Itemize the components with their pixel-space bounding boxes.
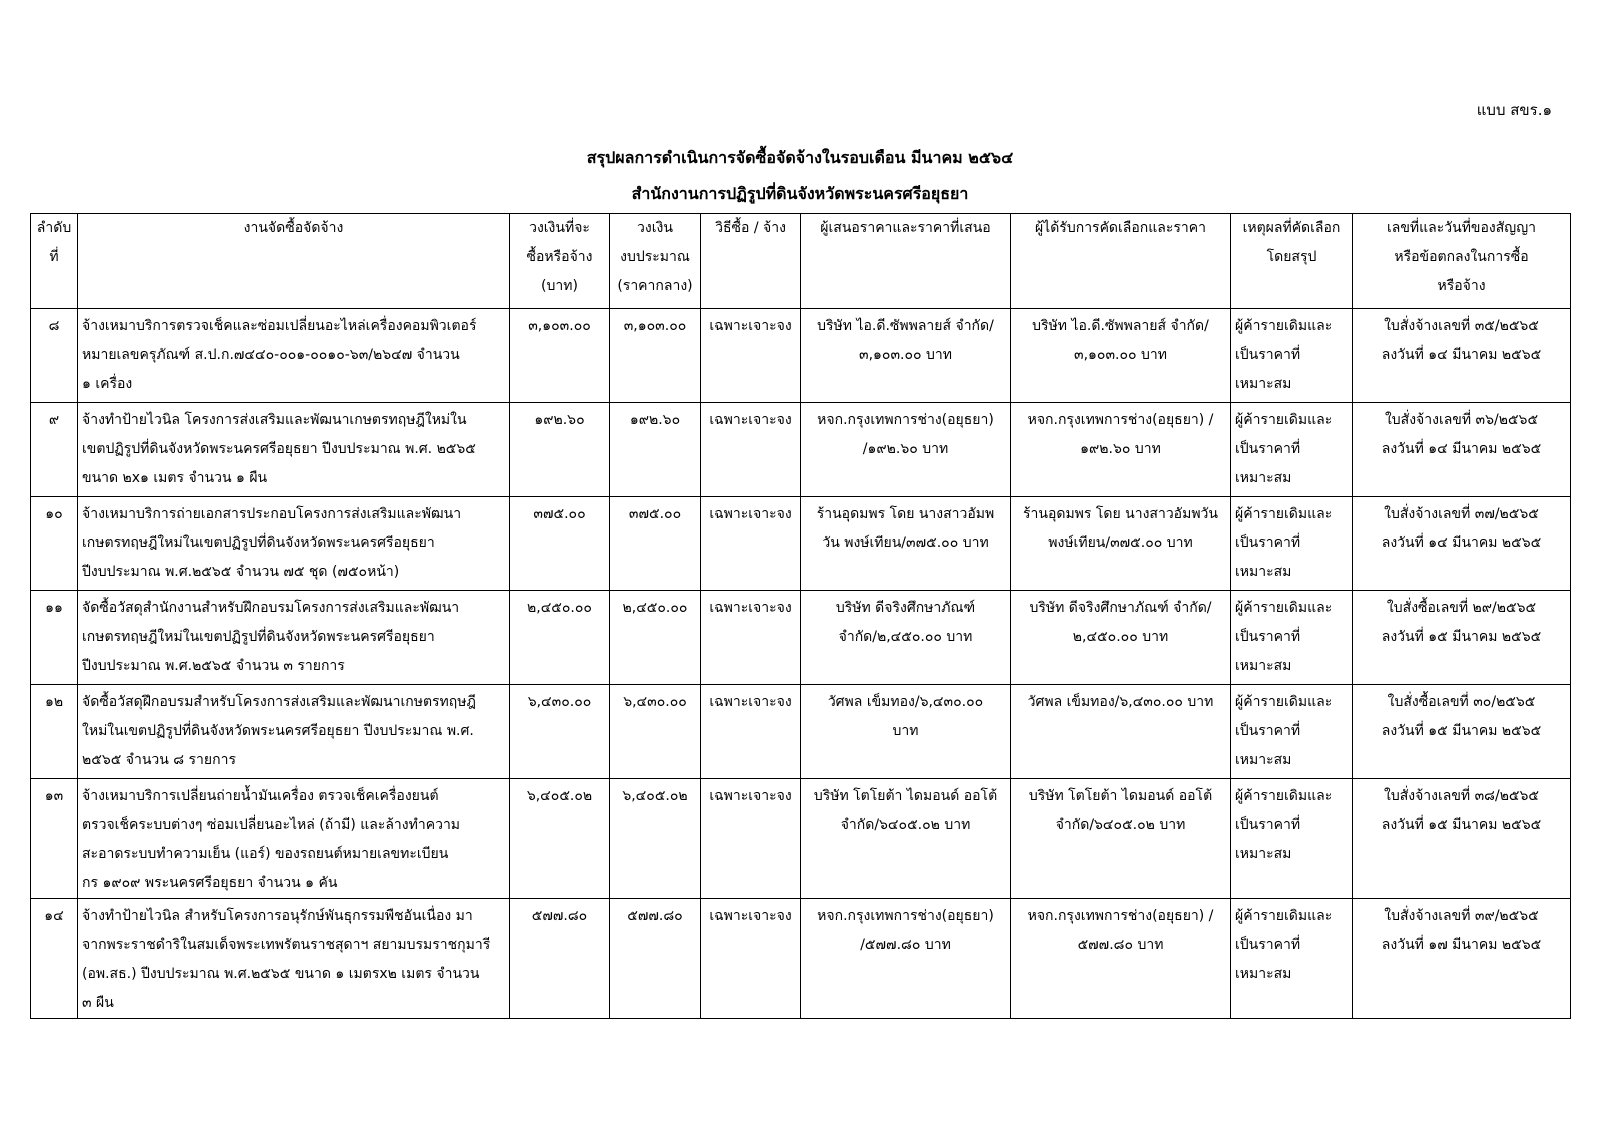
document-subtitle: สำนักงานการปฏิรูปที่ดินจังหวัดพระนครศรีอยุธยา <box>631 184 969 203</box>
budget-amount: ๒,๔๕๐.๐๐ <box>510 591 610 685</box>
task-description: จ้างทำป้ายไวนิล โครงการส่งเสริมและพัฒนาเกษตรทฤษฎีใหม่ใน เขตปฏิรูปที่ดินจังหวัดพระนครศรีอยุธยา ปีงบประมาณ พ.ศ. ๒๕๖๕ ขนาด ๒x๑ เมตร จำนวน ๑ ผืน <box>78 403 510 497</box>
procurement-method: เฉพาะเจาะจง <box>701 685 801 779</box>
selected-vendor: บริษัท โตโยต้า ไดมอนด์ ออโต้ จำกัด/๖๔๐๕.๐๒ บาท <box>1011 779 1231 899</box>
bidder-and-price: หจก.กรุงเทพการช่าง(อยุธยา) /๑๙๒.๖๐ บาท <box>801 403 1011 497</box>
bidder-and-price: บริษัท ดีจริงศึกษาภัณฑ์ จำกัด/๒,๔๕๐.๐๐ บาท <box>801 591 1011 685</box>
selection-reason: ผู้ค้ารายเดิมและ เป็นราคาที่ เหมาะสม <box>1231 685 1353 779</box>
table-row <box>31 403 1571 497</box>
row-number: ๑๑ <box>31 591 78 685</box>
median-price: ๓๗๕.๐๐ <box>610 497 701 591</box>
contract-reference: ใบสั่งจ้างเลขที่ ๓๘/๒๕๖๕ ลงวันที่ ๑๕ มีนาคม ๒๕๖๕ <box>1353 779 1571 899</box>
median-price: ๓,๑๐๓.๐๐ <box>610 309 701 403</box>
contract-reference: ใบสั่งจ้างเลขที่ ๓๙/๒๕๖๕ ลงวันที่ ๑๗ มีนาคม ๒๕๖๕ <box>1353 899 1571 1019</box>
procurement-method: เฉพาะเจาะจง <box>701 497 801 591</box>
header-contract: เลขที่และวันที่ของสัญญา หรือข้อตกลงในการซื้อ หรือจ้าง <box>1353 214 1571 309</box>
budget-amount: ๑๙๒.๖๐ <box>510 403 610 497</box>
task-description: จัดซื้อวัสดุฝึกอบรมสำหรับโครงการส่งเสริมและพัฒนาเกษตรทฤษฎี ใหม่ในเขตปฏิรูปที่ดินจังหวัดพระนครศรีอยุธยา ปีงบประมาณ พ.ศ. ๒๕๖๕ จำนวน ๘ รายการ <box>78 685 510 779</box>
table-row <box>31 899 1571 1019</box>
contract-reference: ใบสั่งจ้างเลขที่ ๓๕/๒๕๖๕ ลงวันที่ ๑๔ มีนาคม ๒๕๖๕ <box>1353 309 1571 403</box>
row-number: ๙ <box>31 403 78 497</box>
budget-amount: ๓,๑๐๓.๐๐ <box>510 309 610 403</box>
contract-reference: ใบสั่งจ้างเลขที่ ๓๖/๒๕๖๕ ลงวันที่ ๑๔ มีนาคม ๒๕๖๕ <box>1353 403 1571 497</box>
task-description: จ้างเหมาบริการเปลี่ยนถ่ายน้ำมันเครื่อง ตรวจเช็คเครื่องยนต์ ตรวจเช็คระบบต่างๆ ซ่อมเปลี่ยนอะไหล่ (ถ้ามี) และล้างทำความ สะอาดระบบทำความเย็น (แอร์) ของรถยนต์หมายเลขทะเบียน กร ๑๙๐๙ พระนครศรีอยุธยา จำนวน ๑ คัน <box>78 779 510 899</box>
header-selected: ผู้ได้รับการคัดเลือกและราคา <box>1011 214 1231 309</box>
table-row <box>31 497 1571 591</box>
document-title: สรุปผลการดำเนินการจัดซื้อจัดจ้างในรอบเดือน มีนาคม ๒๕๖๔ <box>586 148 1014 167</box>
header-reason: เหตุผลที่คัดเลือก โดยสรุป <box>1231 214 1353 309</box>
form-code: แบบ สขร.๑ <box>1476 101 1552 119</box>
selected-vendor: บริษัท ไอ.ดี.ซัพพลายส์ จำกัด/ ๓,๑๐๓.๐๐ บาท <box>1011 309 1231 403</box>
procurement-table <box>30 213 1571 1019</box>
selected-vendor: ร้านอุดมพร โดย นางสาวอัมพวัน พงษ์เทียน/๓๗๕.๐๐ บาท <box>1011 497 1231 591</box>
contract-reference: ใบสั่งซื้อเลขที่ ๓๐/๒๕๖๕ ลงวันที่ ๑๕ มีนาคม ๒๕๖๕ <box>1353 685 1571 779</box>
budget-amount: ๖,๔๓๐.๐๐ <box>510 685 610 779</box>
selected-vendor: บริษัท ดีจริงศึกษาภัณฑ์ จำกัด/ ๒,๔๕๐.๐๐ บาท <box>1011 591 1231 685</box>
contract-reference: ใบสั่งจ้างเลขที่ ๓๗/๒๕๖๕ ลงวันที่ ๑๔ มีนาคม ๒๕๖๕ <box>1353 497 1571 591</box>
selection-reason: ผู้ค้ารายเดิมและ เป็นราคาที่ เหมาะสม <box>1231 591 1353 685</box>
row-number: ๑๔ <box>31 899 78 1019</box>
bidder-and-price: ร้านอุดมพร โดย นางสาวอัมพ วัน พงษ์เทียน/๓๗๕.๐๐ บาท <box>801 497 1011 591</box>
bidder-and-price: บริษัท ไอ.ดี.ซัพพลายส์ จำกัด/ ๓,๑๐๓.๐๐ บาท <box>801 309 1011 403</box>
selection-reason: ผู้ค้ารายเดิมและ เป็นราคาที่ เหมาะสม <box>1231 309 1353 403</box>
task-description: จ้างทำป้ายไวนิล สำหรับโครงการอนุรักษ์พันธุกรรมพืชอันเนื่อง มา จากพระราชดำริในสมเด็จพระเทพรัตนราชสุดาฯ สยามบรมราชกุมารี (อพ.สธ.) ปีงบประมาณ พ.ศ.๒๕๖๕ ขนาด ๑ เมตรx๒ เมตร จำนวน ๓ ผืน <box>78 899 510 1019</box>
header-no: ลำดับ ที่ <box>31 214 78 309</box>
table-row <box>31 685 1571 779</box>
header-bidders: ผู้เสนอราคาและราคาที่เสนอ <box>801 214 1011 309</box>
row-number: ๑๒ <box>31 685 78 779</box>
bidder-and-price: บริษัท โตโยต้า ไดมอนด์ ออโต้ จำกัด/๖๔๐๕.๐๒ บาท <box>801 779 1011 899</box>
table-row <box>31 309 1571 403</box>
median-price: ๒,๔๕๐.๐๐ <box>610 591 701 685</box>
row-number: ๘ <box>31 309 78 403</box>
selection-reason: ผู้ค้ารายเดิมและ เป็นราคาที่ เหมาะสม <box>1231 497 1353 591</box>
median-price: ๕๗๗.๘๐ <box>610 899 701 1019</box>
procurement-method: เฉพาะเจาะจง <box>701 309 801 403</box>
row-number: ๑๓ <box>31 779 78 899</box>
selected-vendor: หจก.กรุงเทพการช่าง(อยุธยา) / ๑๙๒.๖๐ บาท <box>1011 403 1231 497</box>
header-budget: วงเงินที่จะ ซื้อหรือจ้าง (บาท) <box>510 214 610 309</box>
selection-reason: ผู้ค้ารายเดิมและ เป็นราคาที่ เหมาะสม <box>1231 899 1353 1019</box>
selection-reason: ผู้ค้ารายเดิมและ เป็นราคาที่ เหมาะสม <box>1231 403 1353 497</box>
task-description: จ้างเหมาบริการตรวจเช็คและซ่อมเปลี่ยนอะไหล่เครื่องคอมพิวเตอร์ หมายเลขครุภัณฑ์ ส.ป.ก.๗๔๔๐-๐๐๑-๐๐๑๐-๖๓/๒๖๔๗ จำนวน ๑ เครื่อง <box>78 309 510 403</box>
header-row <box>31 214 1571 309</box>
budget-amount: ๓๗๕.๐๐ <box>510 497 610 591</box>
budget-amount: ๕๗๗.๘๐ <box>510 899 610 1019</box>
bidder-and-price: วัศพล เข็มทอง/๖,๔๓๐.๐๐ บาท <box>801 685 1011 779</box>
selected-vendor: หจก.กรุงเทพการช่าง(อยุธยา) / ๕๗๗.๘๐ บาท <box>1011 899 1231 1019</box>
row-number: ๑๐ <box>31 497 78 591</box>
task-description: จ้างเหมาบริการถ่ายเอกสารประกอบโครงการส่งเสริมและพัฒนา เกษตรทฤษฎีใหม่ในเขตปฏิรูปที่ดินจังหวัดพระนครศรีอยุธยา ปีงบประมาณ พ.ศ.๒๕๖๕ จำนวน ๗๕ ชุด (๗๕๐หน้า) <box>78 497 510 591</box>
task-description: จัดซื้อวัสดุสำนักงานสำหรับฝึกอบรมโครงการส่งเสริมและพัฒนา เกษตรทฤษฎีใหม่ในเขตปฏิรูปที่ดินจังหวัดพระนครศรีอยุธยา ปีงบประมาณ พ.ศ.๒๕๖๕ จำนวน ๓ รายการ <box>78 591 510 685</box>
table-row <box>31 779 1571 899</box>
median-price: ๑๙๒.๖๐ <box>610 403 701 497</box>
procurement-method: เฉพาะเจาะจง <box>701 591 801 685</box>
header-median-price: วงเงิน งบประมาณ (ราคากลาง) <box>610 214 701 309</box>
selection-reason: ผู้ค้ารายเดิมและ เป็นราคาที่ เหมาะสม <box>1231 779 1353 899</box>
table-row <box>31 591 1571 685</box>
procurement-method: เฉพาะเจาะจง <box>701 403 801 497</box>
procurement-method: เฉพาะเจาะจง <box>701 899 801 1019</box>
header-method: วิธีซื้อ / จ้าง <box>701 214 801 309</box>
median-price: ๖,๔๐๕.๐๒ <box>610 779 701 899</box>
budget-amount: ๖,๔๐๕.๐๒ <box>510 779 610 899</box>
procurement-method: เฉพาะเจาะจง <box>701 779 801 899</box>
median-price: ๖,๔๓๐.๐๐ <box>610 685 701 779</box>
header-task: งานจัดซื้อจัดจ้าง <box>78 214 510 309</box>
selected-vendor: วัศพล เข็มทอง/๖,๔๓๐.๐๐ บาท <box>1011 685 1231 779</box>
contract-reference: ใบสั่งซื้อเลขที่ ๒๙/๒๕๖๕ ลงวันที่ ๑๕ มีนาคม ๒๕๖๕ <box>1353 591 1571 685</box>
bidder-and-price: หจก.กรุงเทพการช่าง(อยุธยา) /๕๗๗.๘๐ บาท <box>801 899 1011 1019</box>
